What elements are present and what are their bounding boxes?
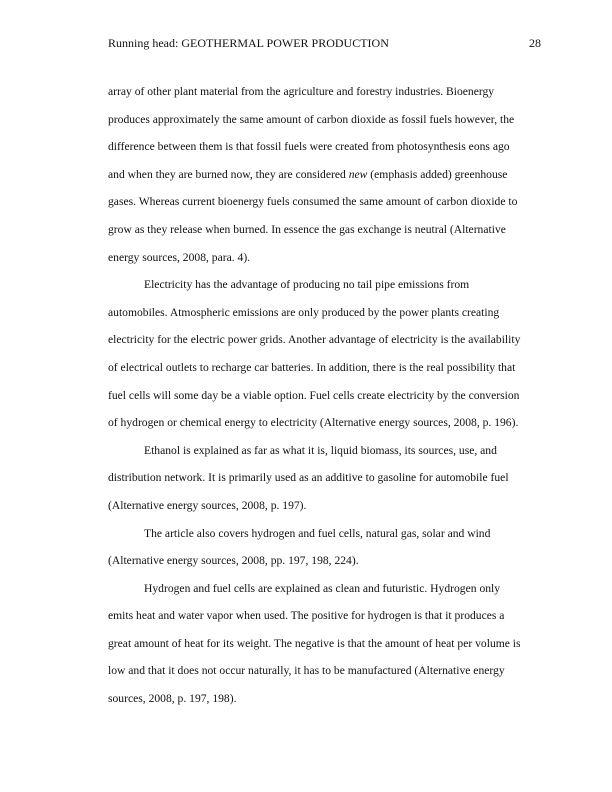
text-line: The article also covers hydrogen and fuel cells, natural gas, solar and wind (144, 526, 491, 540)
text-line: low and that it does not occur naturally, it has to be manufactured (Alternative energy (108, 664, 505, 678)
text-line: produces approximately the same amount of carbon dioxide as fossil fuels however, the (108, 112, 515, 126)
running-head: Running head: GEOTHERMAL POWER PRODUCTION (108, 36, 389, 50)
paragraph (108, 78, 536, 271)
text-line: fuel cells will some day be a viable option. Fuel cells create electricity by the conversion (108, 388, 520, 402)
text-line: grow as they release when burned. In essence the gas exchange is neutral (Alternative (108, 222, 506, 236)
text-line: (Alternative energy sources, 2008, pp. 197, 198, 224). (108, 554, 359, 568)
text-line: energy sources, 2008, para. 4). (108, 250, 251, 264)
text-line: sources, 2008, p. 197, 198). (108, 692, 237, 706)
text-line: Ethanol is explained as far as what it is, liquid biomass, its sources, use, and (144, 443, 497, 457)
text-line: array of other plant material from the agriculture and forestry industries. Bioenergy (108, 85, 495, 98)
text-line (108, 161, 536, 189)
text-segment: (emphasis added) greenhouse (367, 167, 508, 181)
text-line: emits heat and water vapor when used. The positive for hydrogen is that it produces a (108, 609, 505, 623)
text-line: electricity for the electric power grids. Another advantage of electricity is the availability (108, 333, 521, 347)
paragraph (108, 437, 536, 520)
text-line: difference between them is that fossil fuels were created from photosynthesis eons ago (108, 140, 510, 154)
text-segment: and when they are burned now, they are considered (108, 167, 349, 181)
paragraph (108, 520, 536, 575)
text-line: distribution network. It is primarily used as an additive to gasoline for automobile fuel (108, 471, 509, 485)
text-line: automobiles. Atmospheric emissions are only produced by the power plants creating (108, 305, 500, 319)
page-header (108, 36, 541, 50)
text-line: gases. Whereas current bioenergy fuels consumed the same amount of carbon dioxide to (108, 195, 518, 209)
text-line: (Alternative energy sources, 2008, p. 197). (108, 498, 307, 512)
emphasized-word: new (348, 167, 368, 181)
paragraph (108, 575, 536, 713)
document-body (108, 78, 536, 713)
text-line: Electricity has the advantage of producing no tail pipe emissions from (144, 278, 470, 292)
text-line: of electrical outlets to recharge car batteries. In addition, there is the real possibility that (108, 360, 516, 374)
paragraph (108, 271, 536, 437)
page-number: 28 (529, 36, 541, 50)
text-line: of hydrogen or chemical energy to electricity (Alternative energy sources, 2008, p. 196). (108, 416, 519, 430)
text-line: great amount of heat for its weight. The negative is that the amount of heat per volume is (108, 636, 521, 650)
text-line: Hydrogen and fuel cells are explained as clean and futuristic. Hydrogen only (144, 581, 501, 595)
